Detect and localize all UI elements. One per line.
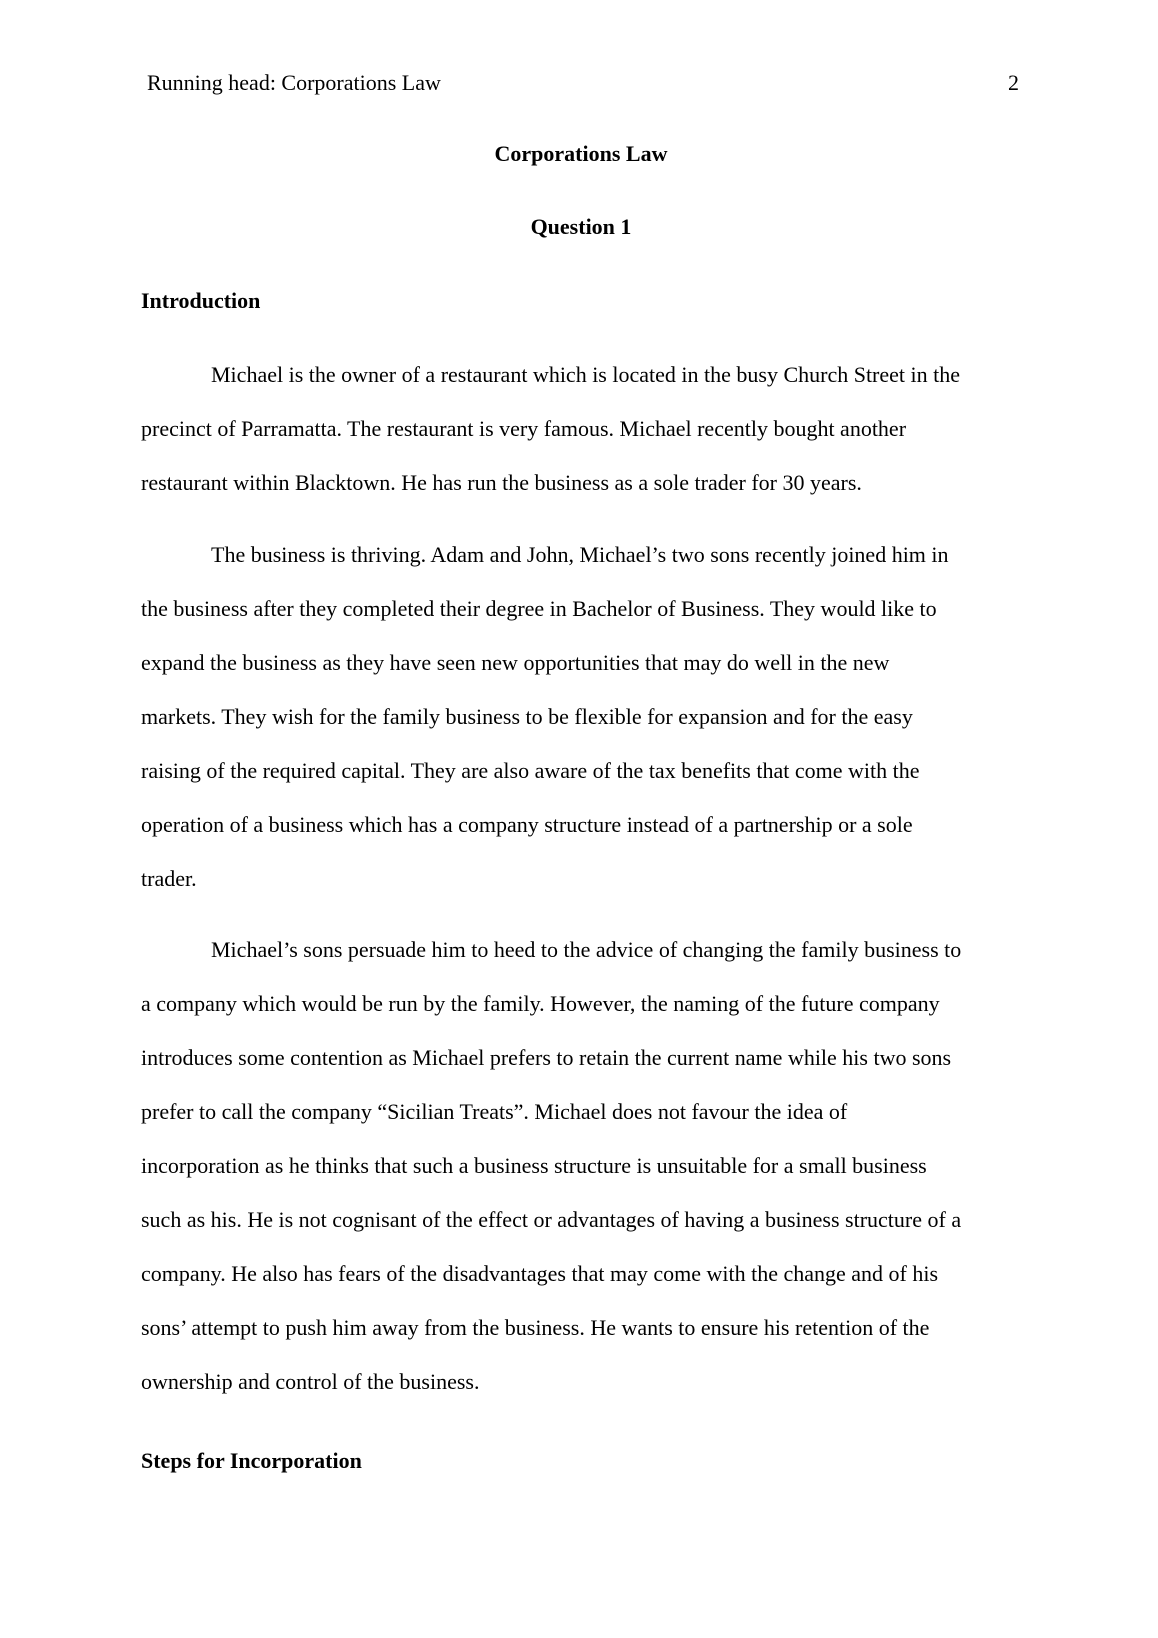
paragraph-line: operation of a business which has a company structure instead of a partnership or a sole xyxy=(141,812,913,837)
paragraph-line: ownership and control of the business. xyxy=(141,1369,480,1394)
paragraph-line: Michael is the owner of a restaurant which is located in the busy Church Street in the xyxy=(211,362,961,387)
paragraph-line: such as his. He is not cognisant of the effect or advantages of having a business structure of a xyxy=(141,1207,962,1232)
introduction-heading: Introduction xyxy=(141,288,261,313)
paragraph-line: trader. xyxy=(141,866,197,891)
page-number: 2 xyxy=(1008,70,1019,95)
paragraph-line: Michael’s sons persuade him to heed to the advice of changing the family business to xyxy=(211,937,962,962)
paragraph-1 xyxy=(141,348,1021,510)
paragraph-line: markets. They wish for the family business to be flexible for expansion and for the easy xyxy=(141,704,913,729)
paragraph-line: company. He also has fears of the disadvantages that may come with the change and of his xyxy=(141,1261,939,1286)
paragraph-line: a company which would be run by the family. However, the naming of the future company xyxy=(141,991,940,1016)
question-heading: Question 1 xyxy=(530,214,632,239)
paragraph-line: expand the business as they have seen new opportunities that may do well in the new xyxy=(141,650,890,675)
paragraph-line: precinct of Parramatta. The restaurant is very famous. Michael recently bought another xyxy=(141,416,907,441)
paragraph-2 xyxy=(141,528,1021,906)
paragraph-3 xyxy=(141,923,1021,1409)
paragraph-line: sons’ attempt to push him away from the business. He wants to ensure his retention of the xyxy=(141,1315,930,1340)
paragraph-line: incorporation as he thinks that such a business structure is unsuitable for a small business xyxy=(141,1153,927,1178)
paragraph-line: The business is thriving. Adam and John, Michael’s two sons recently joined him in xyxy=(211,542,949,567)
document-title: Corporations Law xyxy=(494,141,668,166)
paragraph-line: the business after they completed their degree in Bachelor of Business. They would like to xyxy=(141,596,937,621)
running-head: Running head: Corporations Law xyxy=(147,70,441,95)
steps-heading: Steps for Incorporation xyxy=(141,1448,362,1473)
paragraph-line: prefer to call the company “Sicilian Treats”. Michael does not favour the idea of xyxy=(141,1099,848,1124)
paragraph-line: restaurant within Blacktown. He has run the business as a sole trader for 30 years. xyxy=(141,470,862,495)
paragraph-line: raising of the required capital. They are also aware of the tax benefits that come with the xyxy=(141,758,920,783)
paragraph-line: introduces some contention as Michael prefers to retain the current name while his two sons xyxy=(141,1045,952,1070)
